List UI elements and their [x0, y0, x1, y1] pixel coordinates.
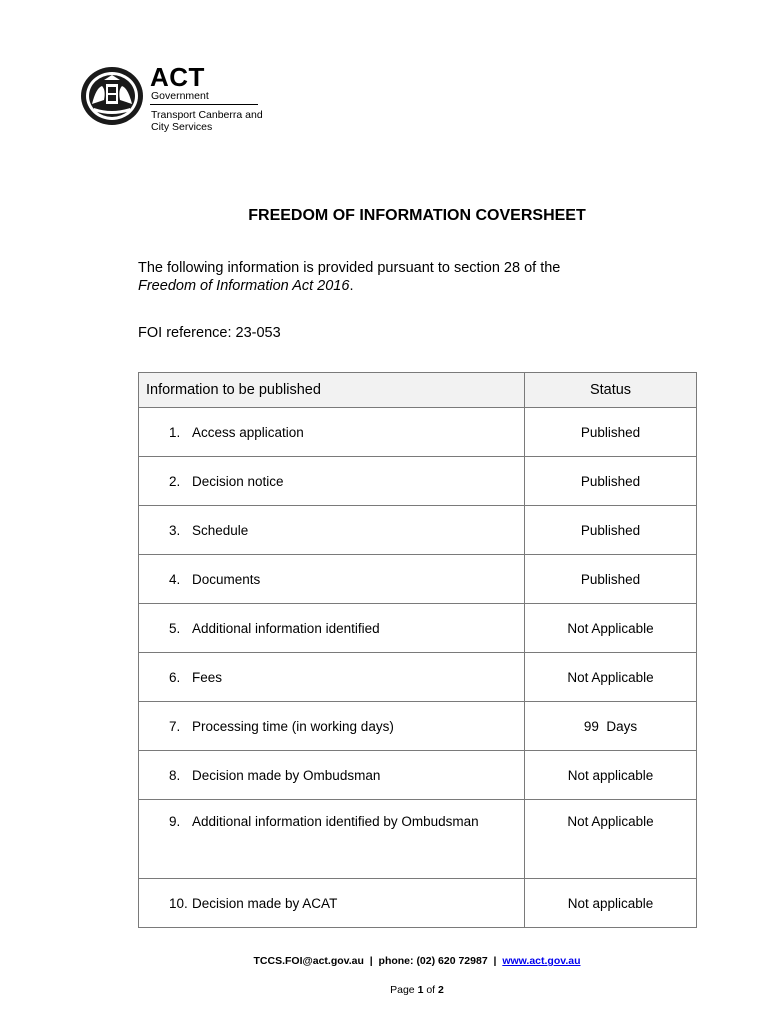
row-number: 4. — [169, 571, 181, 587]
row-item-cell — [139, 506, 525, 555]
row-item: Decision made by ACAT — [192, 895, 338, 911]
row-number: 10. — [169, 895, 188, 911]
publication-table — [138, 372, 697, 928]
row-item-cell — [139, 604, 525, 653]
column-header-status: Status — [525, 373, 697, 408]
row-item: Decision notice — [192, 473, 284, 489]
row-item: Access application — [192, 424, 304, 440]
row-item: Schedule — [192, 522, 249, 538]
page-word: Page — [390, 984, 415, 996]
page-title: FREEDOM OF INFORMATION COVERSHEET — [248, 207, 586, 224]
logo-subtitle: Government — [151, 90, 209, 102]
row-item: Fees — [192, 669, 223, 685]
page-number — [0, 984, 770, 996]
footer-contact — [0, 955, 770, 967]
row-number: 9. — [169, 814, 181, 829]
footer-website-link[interactable]: www.act.gov.au — [502, 955, 581, 967]
row-item: Processing time (in working days) — [192, 718, 394, 734]
table-row — [139, 555, 697, 604]
row-item: Additional information identified by Ombudsman — [192, 814, 479, 829]
logo-department-line2: City Services — [151, 121, 213, 133]
act-suffix: . — [349, 278, 354, 294]
table-row — [139, 653, 697, 702]
act-name: Freedom of Information Act 2016 — [138, 278, 350, 294]
row-item-cell — [139, 653, 525, 702]
table-row — [139, 702, 697, 751]
row-item: Documents — [192, 571, 261, 587]
row-number: 2. — [169, 473, 181, 489]
act-government-logo — [80, 62, 270, 133]
page-current: 1 — [417, 984, 424, 996]
row-number: 8. — [169, 767, 181, 783]
row-item-cell — [139, 555, 525, 604]
footer-separator: | — [369, 955, 373, 967]
logo-department-line1: Transport Canberra and — [151, 109, 263, 121]
row-number: 7. — [169, 718, 181, 734]
table-row — [139, 604, 697, 653]
logo-wordmark: ACT — [150, 62, 205, 92]
row-item: Additional information identified — [192, 620, 380, 636]
row-item-cell — [139, 457, 525, 506]
intro-paragraph — [138, 259, 658, 295]
footer-email[interactable]: TCCS.FOI@act.gov.au — [253, 955, 364, 967]
table-header-row — [139, 373, 697, 408]
row-item-cell — [139, 751, 525, 800]
coat-of-arms-icon — [80, 66, 144, 126]
page-total: 2 — [438, 984, 444, 996]
intro-text: The following information is provided pursuant to section 28 of the — [138, 260, 561, 276]
column-header-information: Information to be published — [139, 373, 525, 408]
row-status: 99 Days — [525, 702, 697, 751]
row-status: Not Applicable — [525, 800, 697, 879]
row-item-cell — [139, 879, 525, 928]
row-item-cell — [139, 702, 525, 751]
row-number: 5. — [169, 620, 181, 636]
logo-divider — [150, 104, 258, 105]
table-row — [139, 800, 697, 879]
table-row — [139, 408, 697, 457]
row-status: Not Applicable — [525, 653, 697, 702]
table-row — [139, 879, 697, 928]
row-item-cell — [139, 800, 525, 879]
row-number: 3. — [169, 522, 181, 538]
row-number: 6. — [169, 669, 181, 685]
page-of: of — [426, 984, 436, 996]
row-status: Not applicable — [525, 879, 697, 928]
row-status: Published — [525, 506, 697, 555]
row-status: Not Applicable — [525, 604, 697, 653]
footer-phone: phone: (02) 620 72987 — [378, 955, 488, 967]
row-number: 1. — [169, 424, 181, 440]
table-row — [139, 457, 697, 506]
row-status: Published — [525, 408, 697, 457]
row-status: Published — [525, 555, 697, 604]
row-status: Published — [525, 457, 697, 506]
foi-reference: FOI reference: 23-053 — [138, 325, 281, 341]
table-row — [139, 506, 697, 555]
row-status: Not applicable — [525, 751, 697, 800]
row-item-cell — [139, 408, 525, 457]
table-row — [139, 751, 697, 800]
row-item: Decision made by Ombudsman — [192, 767, 381, 783]
footer-separator: | — [493, 955, 497, 967]
